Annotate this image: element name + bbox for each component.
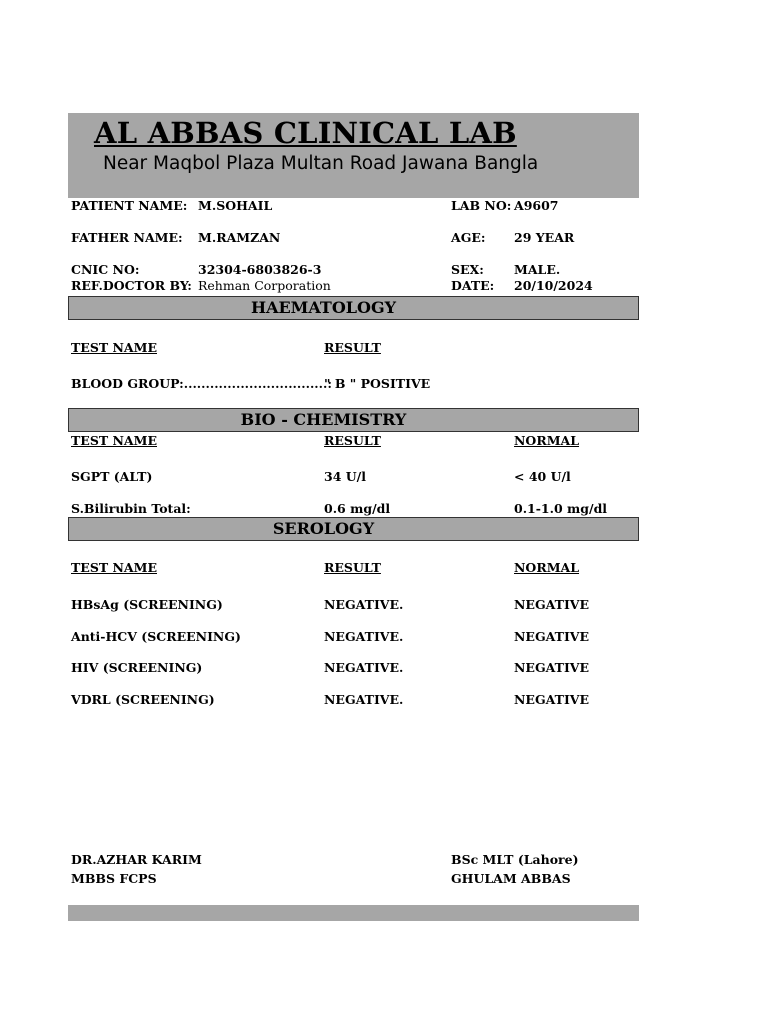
hbsag-result: NEGATIVE. bbox=[324, 597, 404, 612]
hiv-normal: NEGATIVE bbox=[514, 660, 590, 675]
date-value: 20/10/2024 bbox=[514, 278, 593, 293]
biochemistry-section-bar bbox=[68, 408, 639, 432]
serology-col-normal: NORMAL bbox=[514, 560, 580, 575]
vdrl-result: NEGATIVE. bbox=[324, 692, 404, 707]
lab-address: Near Maqbol Plaza Multan Road Jawana Bangla bbox=[103, 153, 539, 174]
biochemistry-col-test: TEST NAME bbox=[71, 433, 157, 448]
haematology-title: HAEMATOLOGY bbox=[250, 298, 397, 317]
hbsag-normal: NEGATIVE bbox=[514, 597, 590, 612]
footer-band bbox=[68, 905, 639, 921]
sgpt-result: 34 U/l bbox=[324, 469, 366, 484]
blood-group-value: " B " POSITIVE bbox=[324, 376, 431, 391]
date-label: DATE: bbox=[451, 278, 495, 293]
vdrl-normal: NEGATIVE bbox=[514, 692, 590, 707]
bilirubin-result: 0.6 mg/dl bbox=[324, 501, 391, 516]
lab-no-value: A9607 bbox=[514, 198, 559, 213]
father-name-value: M.RAMZAN bbox=[198, 230, 281, 245]
hbsag-test: HBsAg (SCREENING) bbox=[71, 597, 223, 612]
lab-name: AL ABBAS CLINICAL LAB bbox=[94, 116, 517, 150]
anti-hcv-normal: NEGATIVE bbox=[514, 629, 590, 644]
sgpt-test: SGPT (ALT) bbox=[71, 469, 153, 484]
anti-hcv-result: NEGATIVE. bbox=[324, 629, 404, 644]
ref-doctor-label: REF.DOCTOR BY: bbox=[71, 278, 192, 293]
age-value: 29 YEAR bbox=[514, 230, 575, 245]
ref-doctor-value: Rehman Corporation bbox=[198, 278, 331, 293]
sex-value: MALE. bbox=[514, 262, 561, 277]
bilirubin-test: S.Bilirubin Total: bbox=[71, 501, 191, 516]
lab-no-label: LAB NO: bbox=[451, 198, 512, 213]
cnic-label: CNIC NO: bbox=[71, 262, 140, 277]
biochemistry-col-result: RESULT bbox=[324, 433, 381, 448]
sex-label: SEX: bbox=[451, 262, 484, 277]
biochemistry-title: BIO - CHEMISTRY bbox=[240, 410, 407, 429]
patient-name-label: PATIENT NAME: bbox=[71, 198, 188, 213]
technologist-name: GHULAM ABBAS bbox=[451, 871, 571, 886]
anti-hcv-test: Anti-HCV (SCREENING) bbox=[71, 629, 241, 644]
haematology-section-bar bbox=[68, 296, 639, 320]
blood-group-label: BLOOD GROUP:.................................: bbox=[71, 376, 332, 391]
doctor-name: DR.AZHAR KARIM bbox=[71, 852, 202, 867]
patient-name-value: M.SOHAIL bbox=[198, 198, 273, 213]
hiv-result: NEGATIVE. bbox=[324, 660, 404, 675]
father-name-label: FATHER NAME: bbox=[71, 230, 183, 245]
doctor-qualification: MBBS FCPS bbox=[71, 871, 157, 886]
hiv-test: HIV (SCREENING) bbox=[71, 660, 203, 675]
technologist-qualification: BSc MLT (Lahore) bbox=[451, 852, 579, 867]
bilirubin-normal: 0.1-1.0 mg/dl bbox=[514, 501, 608, 516]
vdrl-test: VDRL (SCREENING) bbox=[71, 692, 215, 707]
serology-col-test: TEST NAME bbox=[71, 560, 157, 575]
biochemistry-col-normal: NORMAL bbox=[514, 433, 580, 448]
haematology-col-result: RESULT bbox=[324, 340, 381, 355]
sgpt-normal: < 40 U/l bbox=[514, 469, 571, 484]
age-label: AGE: bbox=[451, 230, 486, 245]
serology-title: SEROLOGY bbox=[272, 519, 375, 538]
serology-section-bar bbox=[68, 517, 639, 541]
haematology-col-test: TEST NAME bbox=[71, 340, 157, 355]
cnic-value: 32304-6803826-3 bbox=[198, 262, 322, 277]
serology-col-result: RESULT bbox=[324, 560, 381, 575]
